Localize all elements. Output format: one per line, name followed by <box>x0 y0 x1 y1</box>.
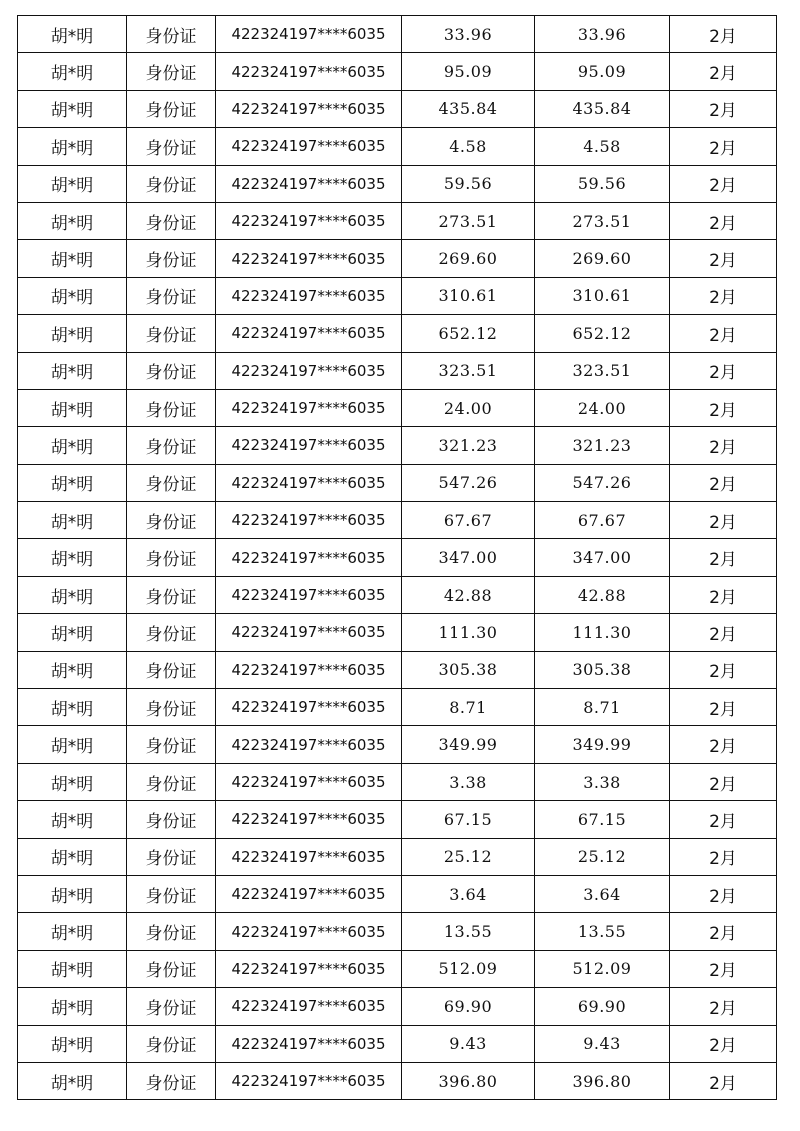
paid-amount-cell: 273.51 <box>535 202 670 239</box>
name-cell: 胡*明 <box>18 801 127 838</box>
id-number-cell: 422324197****6035 <box>216 950 402 987</box>
paid-amount-cell: 396.80 <box>535 1062 670 1099</box>
id-number-cell: 422324197****6035 <box>216 875 402 912</box>
month-cell: 2月 <box>670 950 777 987</box>
id-type-cell: 身份证 <box>127 128 216 165</box>
id-number-cell: 422324197****6035 <box>216 1062 402 1099</box>
table-row <box>18 763 777 800</box>
month-cell: 2月 <box>670 90 777 127</box>
id-type-cell: 身份证 <box>127 651 216 688</box>
month-cell: 2月 <box>670 913 777 950</box>
name-cell: 胡*明 <box>18 838 127 875</box>
id-number-cell: 422324197****6035 <box>216 726 402 763</box>
id-number-cell: 422324197****6035 <box>216 651 402 688</box>
table-row <box>18 988 777 1025</box>
paid-amount-cell: 323.51 <box>535 352 670 389</box>
paid-amount-cell: 269.60 <box>535 240 670 277</box>
month-cell: 2月 <box>670 875 777 912</box>
id-number-cell: 422324197****6035 <box>216 240 402 277</box>
id-type-cell: 身份证 <box>127 352 216 389</box>
name-cell: 胡*明 <box>18 90 127 127</box>
month-cell: 2月 <box>670 988 777 1025</box>
month-cell: 2月 <box>670 240 777 277</box>
id-type-cell: 身份证 <box>127 875 216 912</box>
amount-cell: 9.43 <box>402 1025 535 1062</box>
amount-cell: 67.67 <box>402 502 535 539</box>
paid-amount-cell: 547.26 <box>535 464 670 501</box>
id-type-cell: 身份证 <box>127 801 216 838</box>
id-number-cell: 422324197****6035 <box>216 1025 402 1062</box>
month-cell: 2月 <box>670 277 777 314</box>
id-type-cell: 身份证 <box>127 464 216 501</box>
id-number-cell: 422324197****6035 <box>216 801 402 838</box>
paid-amount-cell: 69.90 <box>535 988 670 1025</box>
id-number-cell: 422324197****6035 <box>216 913 402 950</box>
table-row <box>18 689 777 726</box>
amount-cell: 4.58 <box>402 128 535 165</box>
amount-cell: 512.09 <box>402 950 535 987</box>
amount-cell: 349.99 <box>402 726 535 763</box>
name-cell: 胡*明 <box>18 689 127 726</box>
amount-cell: 95.09 <box>402 53 535 90</box>
table-row <box>18 128 777 165</box>
table-row <box>18 539 777 576</box>
name-cell: 胡*明 <box>18 502 127 539</box>
amount-cell: 435.84 <box>402 90 535 127</box>
name-cell: 胡*明 <box>18 576 127 613</box>
amount-cell: 59.56 <box>402 165 535 202</box>
month-cell: 2月 <box>670 128 777 165</box>
table-row <box>18 464 777 501</box>
table-row <box>18 838 777 875</box>
table-row <box>18 240 777 277</box>
table-row <box>18 913 777 950</box>
id-type-cell: 身份证 <box>127 1025 216 1062</box>
name-cell: 胡*明 <box>18 1062 127 1099</box>
id-type-cell: 身份证 <box>127 315 216 352</box>
id-type-cell: 身份证 <box>127 165 216 202</box>
paid-amount-cell: 95.09 <box>535 53 670 90</box>
id-number-cell: 422324197****6035 <box>216 53 402 90</box>
id-number-cell: 422324197****6035 <box>216 315 402 352</box>
id-type-cell: 身份证 <box>127 539 216 576</box>
id-type-cell: 身份证 <box>127 689 216 726</box>
id-type-cell: 身份证 <box>127 988 216 1025</box>
paid-amount-cell: 13.55 <box>535 913 670 950</box>
amount-cell: 547.26 <box>402 464 535 501</box>
id-number-cell: 422324197****6035 <box>216 427 402 464</box>
paid-amount-cell: 111.30 <box>535 614 670 651</box>
name-cell: 胡*明 <box>18 315 127 352</box>
table-row <box>18 315 777 352</box>
paid-amount-cell: 33.96 <box>535 16 670 53</box>
amount-cell: 69.90 <box>402 988 535 1025</box>
amount-cell: 305.38 <box>402 651 535 688</box>
amount-cell: 67.15 <box>402 801 535 838</box>
name-cell: 胡*明 <box>18 53 127 90</box>
month-cell: 2月 <box>670 539 777 576</box>
id-type-cell: 身份证 <box>127 614 216 651</box>
id-type-cell: 身份证 <box>127 16 216 53</box>
amount-cell: 321.23 <box>402 427 535 464</box>
paid-amount-cell: 24.00 <box>535 389 670 426</box>
name-cell: 胡*明 <box>18 240 127 277</box>
amount-cell: 323.51 <box>402 352 535 389</box>
paid-amount-cell: 59.56 <box>535 165 670 202</box>
id-type-cell: 身份证 <box>127 950 216 987</box>
amount-cell: 652.12 <box>402 315 535 352</box>
id-type-cell: 身份证 <box>127 763 216 800</box>
id-type-cell: 身份证 <box>127 913 216 950</box>
paid-amount-cell: 3.64 <box>535 875 670 912</box>
name-cell: 胡*明 <box>18 988 127 1025</box>
name-cell: 胡*明 <box>18 950 127 987</box>
paid-amount-cell: 349.99 <box>535 726 670 763</box>
amount-cell: 269.60 <box>402 240 535 277</box>
paid-amount-cell: 347.00 <box>535 539 670 576</box>
id-type-cell: 身份证 <box>127 389 216 426</box>
name-cell: 胡*明 <box>18 726 127 763</box>
id-type-cell: 身份证 <box>127 53 216 90</box>
name-cell: 胡*明 <box>18 539 127 576</box>
paid-amount-cell: 4.58 <box>535 128 670 165</box>
paid-amount-cell: 305.38 <box>535 651 670 688</box>
month-cell: 2月 <box>670 763 777 800</box>
month-cell: 2月 <box>670 689 777 726</box>
amount-cell: 42.88 <box>402 576 535 613</box>
paid-amount-cell: 321.23 <box>535 427 670 464</box>
table-row <box>18 1025 777 1062</box>
id-number-cell: 422324197****6035 <box>216 389 402 426</box>
id-type-cell: 身份证 <box>127 502 216 539</box>
table-row <box>18 16 777 53</box>
name-cell: 胡*明 <box>18 651 127 688</box>
amount-cell: 3.64 <box>402 875 535 912</box>
id-type-cell: 身份证 <box>127 427 216 464</box>
table-row <box>18 950 777 987</box>
paid-amount-cell: 25.12 <box>535 838 670 875</box>
table-row <box>18 801 777 838</box>
table-body <box>18 16 777 1100</box>
id-type-cell: 身份证 <box>127 726 216 763</box>
table-row <box>18 352 777 389</box>
amount-cell: 273.51 <box>402 202 535 239</box>
table-row <box>18 576 777 613</box>
month-cell: 2月 <box>670 651 777 688</box>
paid-amount-cell: 310.61 <box>535 277 670 314</box>
id-number-cell: 422324197****6035 <box>216 90 402 127</box>
month-cell: 2月 <box>670 576 777 613</box>
id-number-cell: 422324197****6035 <box>216 165 402 202</box>
id-type-cell: 身份证 <box>127 202 216 239</box>
table-row <box>18 1062 777 1099</box>
id-number-cell: 422324197****6035 <box>216 539 402 576</box>
paid-amount-cell: 67.15 <box>535 801 670 838</box>
month-cell: 2月 <box>670 53 777 90</box>
id-number-cell: 422324197****6035 <box>216 763 402 800</box>
table-row <box>18 427 777 464</box>
name-cell: 胡*明 <box>18 165 127 202</box>
table-row <box>18 875 777 912</box>
paid-amount-cell: 652.12 <box>535 315 670 352</box>
amount-cell: 310.61 <box>402 277 535 314</box>
month-cell: 2月 <box>670 726 777 763</box>
id-type-cell: 身份证 <box>127 1062 216 1099</box>
name-cell: 胡*明 <box>18 16 127 53</box>
table-row <box>18 277 777 314</box>
month-cell: 2月 <box>670 464 777 501</box>
table-row <box>18 502 777 539</box>
month-cell: 2月 <box>670 389 777 426</box>
month-cell: 2月 <box>670 801 777 838</box>
name-cell: 胡*明 <box>18 427 127 464</box>
table-row <box>18 389 777 426</box>
id-number-cell: 422324197****6035 <box>216 689 402 726</box>
amount-cell: 24.00 <box>402 389 535 426</box>
paid-amount-cell: 67.67 <box>535 502 670 539</box>
amount-cell: 3.38 <box>402 763 535 800</box>
paid-amount-cell: 8.71 <box>535 689 670 726</box>
id-number-cell: 422324197****6035 <box>216 988 402 1025</box>
table-row <box>18 53 777 90</box>
table-row <box>18 614 777 651</box>
name-cell: 胡*明 <box>18 763 127 800</box>
id-type-cell: 身份证 <box>127 838 216 875</box>
name-cell: 胡*明 <box>18 202 127 239</box>
paid-amount-cell: 9.43 <box>535 1025 670 1062</box>
table-row <box>18 651 777 688</box>
id-number-cell: 422324197****6035 <box>216 576 402 613</box>
paid-amount-cell: 435.84 <box>535 90 670 127</box>
month-cell: 2月 <box>670 16 777 53</box>
month-cell: 2月 <box>670 315 777 352</box>
name-cell: 胡*明 <box>18 464 127 501</box>
name-cell: 胡*明 <box>18 389 127 426</box>
id-number-cell: 422324197****6035 <box>216 202 402 239</box>
name-cell: 胡*明 <box>18 913 127 950</box>
name-cell: 胡*明 <box>18 614 127 651</box>
table-row <box>18 165 777 202</box>
month-cell: 2月 <box>670 202 777 239</box>
payment-table <box>17 15 777 1100</box>
amount-cell: 111.30 <box>402 614 535 651</box>
name-cell: 胡*明 <box>18 277 127 314</box>
id-number-cell: 422324197****6035 <box>216 128 402 165</box>
id-number-cell: 422324197****6035 <box>216 352 402 389</box>
month-cell: 2月 <box>670 352 777 389</box>
month-cell: 2月 <box>670 427 777 464</box>
id-number-cell: 422324197****6035 <box>216 16 402 53</box>
table-row <box>18 726 777 763</box>
name-cell: 胡*明 <box>18 875 127 912</box>
month-cell: 2月 <box>670 1025 777 1062</box>
id-type-cell: 身份证 <box>127 240 216 277</box>
name-cell: 胡*明 <box>18 352 127 389</box>
name-cell: 胡*明 <box>18 1025 127 1062</box>
id-number-cell: 422324197****6035 <box>216 614 402 651</box>
amount-cell: 347.00 <box>402 539 535 576</box>
id-type-cell: 身份证 <box>127 277 216 314</box>
paid-amount-cell: 512.09 <box>535 950 670 987</box>
amount-cell: 8.71 <box>402 689 535 726</box>
amount-cell: 13.55 <box>402 913 535 950</box>
month-cell: 2月 <box>670 614 777 651</box>
id-type-cell: 身份证 <box>127 576 216 613</box>
paid-amount-cell: 42.88 <box>535 576 670 613</box>
amount-cell: 25.12 <box>402 838 535 875</box>
paid-amount-cell: 3.38 <box>535 763 670 800</box>
table-row <box>18 202 777 239</box>
month-cell: 2月 <box>670 838 777 875</box>
id-number-cell: 422324197****6035 <box>216 277 402 314</box>
table-row <box>18 90 777 127</box>
id-type-cell: 身份证 <box>127 90 216 127</box>
name-cell: 胡*明 <box>18 128 127 165</box>
id-number-cell: 422324197****6035 <box>216 464 402 501</box>
amount-cell: 396.80 <box>402 1062 535 1099</box>
id-number-cell: 422324197****6035 <box>216 502 402 539</box>
month-cell: 2月 <box>670 165 777 202</box>
amount-cell: 33.96 <box>402 16 535 53</box>
id-number-cell: 422324197****6035 <box>216 838 402 875</box>
month-cell: 2月 <box>670 1062 777 1099</box>
month-cell: 2月 <box>670 502 777 539</box>
